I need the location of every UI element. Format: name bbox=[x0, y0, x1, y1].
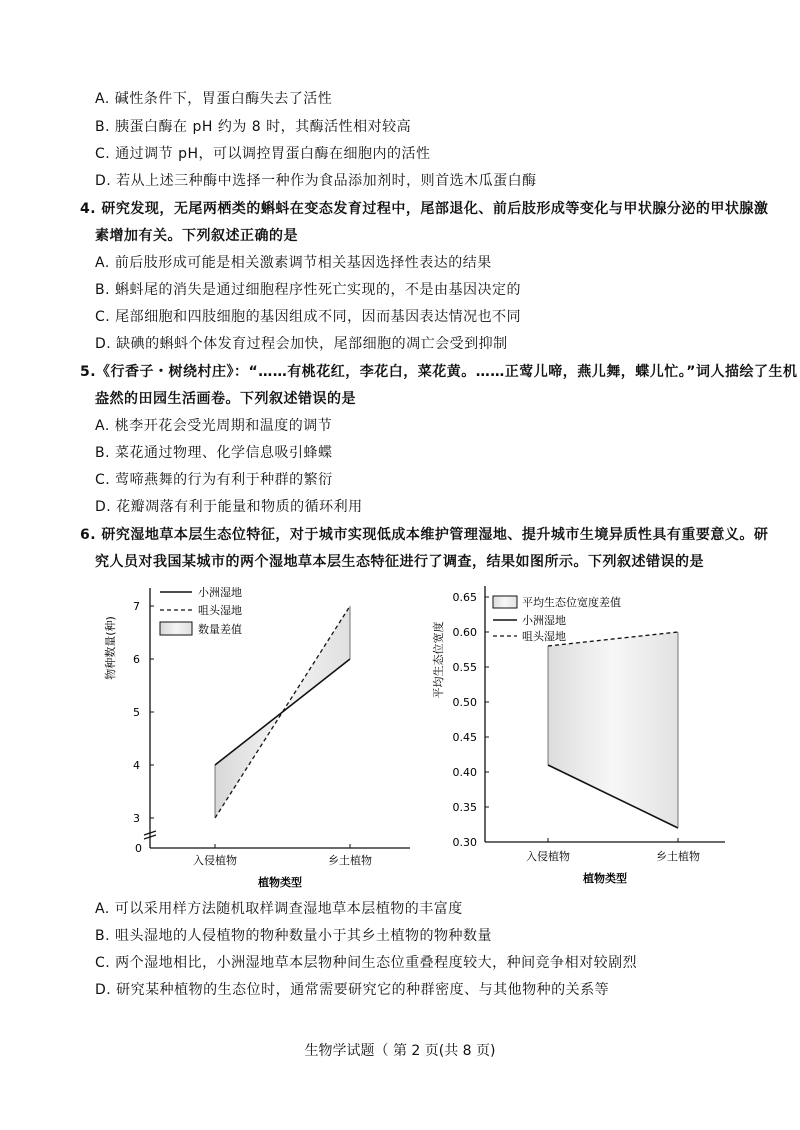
q5-option-b: B. 菜花通过物理、化学信息吸引蜂蝶 bbox=[95, 445, 333, 461]
q3-option-d: D. 若从上述三种酶中选择一种作为食品添加剂时，则首选木瓜蛋白酶 bbox=[95, 173, 537, 189]
y-axis-label: 物种数量(种) bbox=[104, 616, 117, 680]
x-tick-label: 入侵植物 bbox=[526, 850, 570, 863]
x-tick-label: 乡土植物 bbox=[328, 854, 372, 867]
legend-swatch-difference bbox=[160, 622, 192, 635]
q3-option-a: A. 碱性条件下，胃蛋白酶失去了活性 bbox=[95, 91, 333, 107]
q5-option-a: A. 桃李开花会受光周期和温度的调节 bbox=[95, 418, 333, 434]
page-footer: 生物学试题（ 第 2 页(共 8 页) bbox=[304, 1043, 496, 1059]
y-tick-label: 0 bbox=[135, 842, 142, 855]
x-axis-label: 植物类型 bbox=[583, 872, 627, 885]
y-tick-label: 5 bbox=[133, 706, 140, 719]
q5-option-d: D. 花瓣凋落有利于能量和物质的循环利用 bbox=[95, 499, 363, 515]
q4-option-a: A. 前后肢形成可能是相关激素调节相关基因选择性表达的结果 bbox=[95, 255, 492, 271]
y-tick-label: 0.60 bbox=[452, 626, 477, 639]
legend-label-xiaozhou: 小洲湿地 bbox=[198, 586, 242, 599]
y-tick-label: 0.40 bbox=[452, 766, 477, 779]
q6-option-b: B. 咀头湿地的人侵植物的物种数量小于其乡土植物的物种数量 bbox=[95, 928, 493, 944]
y-tick-label: 0.30 bbox=[452, 836, 477, 849]
q6-stem-line-1: 6. 研究湿地草本层生态位特征，对于城市实现低成本维护管理湿地、提升城市生境异质性具有重要意义。研 bbox=[80, 527, 769, 543]
q6-option-d: D. 研究某种植物的生态位时，通常需要研究它的种群密度、与其他物种的关系等 bbox=[95, 982, 610, 998]
legend-swatch-difference bbox=[493, 596, 517, 608]
q4-option-c: C. 尾部细胞和四肢细胞的基因组成不同，因而基因表达情况也不同 bbox=[95, 309, 522, 325]
y-tick-label: 0.55 bbox=[452, 661, 477, 674]
y-tick-label: 7 bbox=[133, 600, 140, 613]
legend-label-jutou: 咀头湿地 bbox=[198, 604, 242, 617]
q4-option-b: B. 蝌蚪尾的消失是通过细胞程序性死亡实现的，不是由基因决定的 bbox=[95, 282, 522, 298]
legend-label-jutou: 咀头湿地 bbox=[522, 630, 566, 643]
y-tick-label: 0.50 bbox=[452, 696, 477, 709]
legend-label-difference: 平均生态位宽度差值 bbox=[522, 596, 621, 609]
y-tick-label: 0.35 bbox=[452, 801, 477, 814]
q5-option-c: C. 莺啼燕舞的行为有利于种群的繁衍 bbox=[95, 472, 333, 488]
series-line-xiaozhou bbox=[215, 659, 350, 765]
y-tick-label: 4 bbox=[133, 759, 140, 772]
y-axis-label: 平均生态位宽度 bbox=[432, 621, 445, 699]
q4-stem-line-2: 素增加有关。下列叙述正确的是 bbox=[95, 228, 298, 244]
y-tick-label: 0.45 bbox=[452, 731, 477, 744]
q3-option-c: C. 通过调节 pH，可以调控胃蛋白酶在细胞内的活性 bbox=[95, 146, 431, 162]
q6-option-a: A. 可以采用样方法随机取样调查湿地草本层植物的丰富度 bbox=[95, 901, 463, 917]
species-count-chart bbox=[100, 580, 420, 890]
q5-stem-line-1: 5.《行香子・树绕村庄》：“……有桃花红，李花白，菜花黄。……正莺儿啼，燕儿舞，蝶儿忙。”词人描绘了生机 bbox=[80, 364, 798, 380]
y-tick-label: 3 bbox=[133, 812, 140, 825]
legend-label-xiaozhou: 小洲湿地 bbox=[522, 614, 566, 627]
legend-label-difference: 数量差值 bbox=[198, 623, 242, 636]
q3-option-b: B. 胰蛋白酶在 pH 约为 8 时，其酶活性相对较高 bbox=[95, 119, 412, 135]
q6-option-c: C. 两个湿地相比，小洲湿地草本层物种间生态位重叠程度较大，种间竞争相对较剧烈 bbox=[95, 955, 638, 971]
x-tick-label: 乡土植物 bbox=[656, 850, 700, 863]
y-tick-label: 6 bbox=[133, 653, 140, 666]
q6-stem-line-2: 究人员对我国某城市的两个湿地草本层生态特征进行了调查，结果如图所示。下列叙述错误的是 bbox=[95, 554, 704, 570]
y-tick-label: 0.65 bbox=[452, 591, 477, 604]
niche-width-chart bbox=[430, 580, 730, 890]
x-axis-label: 植物类型 bbox=[258, 876, 302, 889]
difference-area bbox=[548, 632, 678, 828]
x-tick-label: 入侵植物 bbox=[193, 854, 237, 867]
q4-stem-line-1: 4. 研究发现，无尾两栖类的蝌蚪在变态发育过程中，尾部退化、前后肢形成等变化与甲状腺分泌的甲状腺激 bbox=[80, 201, 769, 217]
q5-stem-line-2: 盎然的田园生活画卷。下列叙述错误的是 bbox=[95, 391, 356, 407]
q4-option-d: D. 缺碘的蝌蚪个体发育过程会加快，尾部细胞的凋亡会受到抑制 bbox=[95, 336, 508, 352]
